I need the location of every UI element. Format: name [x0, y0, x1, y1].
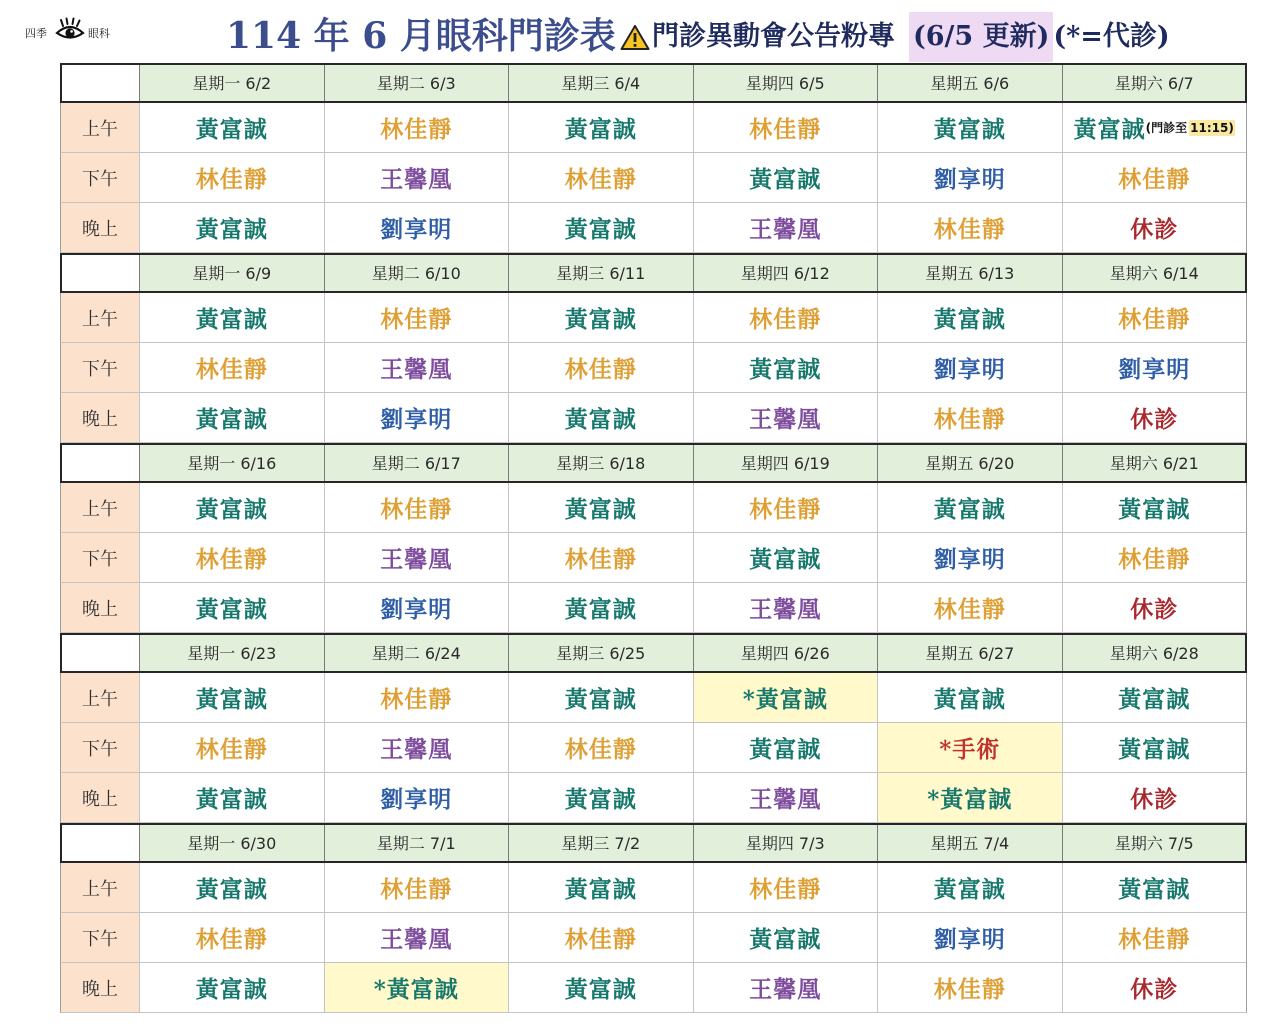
day-header-cell: 星期五 7/4 [878, 823, 1063, 863]
doctor-name: 黃富誠 [195, 216, 268, 243]
slot-row-morning [60, 103, 1247, 153]
week-header-row [60, 823, 1247, 863]
doctor-name: 林佳靜 [380, 876, 453, 903]
schedule-cell [140, 483, 325, 533]
schedule-cell [694, 963, 879, 1013]
closed-label: 休診 [1130, 786, 1179, 813]
slot-row-afternoon [60, 153, 1247, 203]
notice-bar [620, 12, 1170, 62]
legend-text: (*=代診) [1053, 21, 1170, 52]
week-block [60, 823, 1247, 1013]
schedule-cell [694, 773, 879, 823]
day-header-cell: 星期一 6/30 [140, 823, 325, 863]
doctor-name: 林佳靜 [933, 596, 1006, 623]
slot-label: 晚上 [60, 203, 140, 253]
schedule-cell [1063, 483, 1248, 533]
substitute-cell [325, 963, 510, 1013]
schedule-cell [325, 913, 510, 963]
slot-label: 上午 [60, 483, 140, 533]
schedule-cell [325, 203, 510, 253]
day-header-cell: 星期五 6/13 [878, 253, 1063, 293]
slot-label: 晚上 [60, 583, 140, 633]
doctor-name: 王馨凰 [749, 596, 822, 623]
schedule-cell [1063, 393, 1248, 443]
slot-label: 上午 [60, 673, 140, 723]
slot-row-evening [60, 583, 1247, 633]
doctor-name: 黃富誠 [749, 926, 822, 953]
doctor-name: *黃富誠 [927, 786, 1013, 813]
doctor-name: 劉享明 [380, 216, 453, 243]
schedule-cell [1063, 963, 1248, 1013]
schedule-cell [140, 203, 325, 253]
schedule-cell [140, 863, 325, 913]
eye-icon [55, 17, 85, 43]
slot-label: 下午 [60, 533, 140, 583]
schedule-cell [694, 863, 879, 913]
day-header-cell: 星期四 6/12 [694, 253, 879, 293]
schedule-cell [878, 913, 1063, 963]
day-header-cell: 星期一 6/9 [140, 253, 325, 293]
week-header-row [60, 253, 1247, 293]
doctor-name: 林佳靜 [564, 736, 637, 763]
schedule-cell [325, 103, 510, 153]
schedule-cell [509, 583, 694, 633]
doctor-name: 黃富誠 [933, 686, 1006, 713]
slot-row-evening [60, 963, 1247, 1013]
day-header-cell: 星期六 7/5 [1063, 823, 1248, 863]
schedule-cell [694, 723, 879, 773]
doctor-name: 黃富誠 [564, 116, 637, 143]
day-header-cell: 星期四 6/26 [694, 633, 879, 673]
schedule-cell [694, 343, 879, 393]
schedule-cell [694, 103, 879, 153]
week-block [60, 443, 1247, 633]
doctor-name: 王馨凰 [749, 786, 822, 813]
doctor-name: 林佳靜 [933, 406, 1006, 433]
schedule-cell [325, 343, 510, 393]
logo-text-right: 眼科 [88, 27, 110, 40]
schedule-cell [140, 293, 325, 343]
slot-label: 下午 [60, 723, 140, 773]
schedule-cell [878, 533, 1063, 583]
schedule-cell [140, 773, 325, 823]
closed-label: 休診 [1130, 596, 1179, 623]
doctor-name: 黃富誠 [749, 736, 822, 763]
doctor-name: 林佳靜 [564, 166, 637, 193]
doctor-name: 林佳靜 [564, 546, 637, 573]
doctor-name: 黃富誠 [195, 116, 268, 143]
doctor-name: 劉享明 [933, 926, 1006, 953]
slot-row-morning [60, 293, 1247, 343]
slot-row-afternoon [60, 533, 1247, 583]
day-header-cell: 星期一 6/16 [140, 443, 325, 483]
day-header-cell: 星期三 6/4 [509, 63, 694, 103]
schedule-cell [1063, 723, 1248, 773]
doctor-name: 林佳靜 [749, 306, 822, 333]
schedule-cell [694, 583, 879, 633]
hours-note: (門診至 [1145, 121, 1188, 135]
doctor-name: *黃富誠 [742, 686, 828, 713]
doctor-name: 黃富誠 [1118, 736, 1191, 763]
schedule-cell [1063, 343, 1248, 393]
schedule-cell [140, 583, 325, 633]
schedule-cell [1063, 103, 1248, 153]
schedule-cell [509, 483, 694, 533]
week-header-row [60, 63, 1247, 103]
doctor-name: 林佳靜 [933, 976, 1006, 1003]
closed-label: 休診 [1130, 406, 1179, 433]
schedule-cell [509, 723, 694, 773]
schedule-cell [509, 203, 694, 253]
day-header-cell: 星期五 6/6 [878, 63, 1063, 103]
doctor-name: 黃富誠 [195, 876, 268, 903]
doctor-name: 林佳靜 [1118, 926, 1191, 953]
week-header-row [60, 443, 1247, 483]
doctor-name: 林佳靜 [749, 876, 822, 903]
schedule-cell [325, 863, 510, 913]
doctor-name: *黃富誠 [373, 976, 459, 1003]
doctor-name: 黃富誠 [564, 686, 637, 713]
doctor-name: 黃富誠 [1118, 496, 1191, 523]
slot-label: 下午 [60, 343, 140, 393]
doctor-name: 林佳靜 [749, 496, 822, 523]
day-header-cell: 星期六 6/28 [1063, 633, 1248, 673]
week-header-row [60, 633, 1247, 673]
doctor-name: 黃富誠 [564, 976, 637, 1003]
doctor-name: 王馨凰 [380, 166, 453, 193]
hours-note-time: 11:15) [1190, 120, 1234, 135]
doctor-name: 黃富誠 [749, 546, 822, 573]
header-corner-cell [60, 253, 140, 293]
header-corner-cell [60, 63, 140, 103]
closed-label: 休診 [1130, 976, 1179, 1003]
slot-label: 上午 [60, 863, 140, 913]
doctor-name: 黃富誠 [564, 406, 637, 433]
doctor-name: 黃富誠 [195, 686, 268, 713]
day-header-cell: 星期二 7/1 [325, 823, 510, 863]
doctor-name: 林佳靜 [195, 546, 268, 573]
doctor-name: 黃富誠 [195, 786, 268, 813]
doctor-name: 劉享明 [380, 406, 453, 433]
doctor-name: 黃富誠 [564, 876, 637, 903]
doctor-name: 林佳靜 [380, 686, 453, 713]
schedule-cell [509, 863, 694, 913]
logo-text-left: 四季 [25, 27, 47, 40]
doctor-name: 黃富誠 [195, 406, 268, 433]
substitute-cell [878, 773, 1063, 823]
schedule-cell [694, 913, 879, 963]
doctor-name: 劉享明 [933, 356, 1006, 383]
doctor-name: 劉享明 [933, 546, 1006, 573]
doctor-name: 黃富誠 [564, 786, 637, 813]
schedule-cell [509, 963, 694, 1013]
schedule-table [60, 63, 1247, 1013]
slot-row-morning [60, 673, 1247, 723]
schedule-cell [325, 153, 510, 203]
doctor-name: 林佳靜 [195, 736, 268, 763]
schedule-cell [325, 673, 510, 723]
doctor-name: 黃富誠 [933, 876, 1006, 903]
slot-label: 晚上 [60, 773, 140, 823]
schedule-cell [694, 483, 879, 533]
doctor-name: 黃富誠 [564, 596, 637, 623]
schedule-cell [325, 483, 510, 533]
substitute-cell [878, 723, 1063, 773]
week-block [60, 63, 1247, 253]
day-header-cell: 星期五 6/27 [878, 633, 1063, 673]
doctor-name: 黃富誠 [933, 116, 1006, 143]
schedule-cell [1063, 773, 1248, 823]
doctor-name: 劉享明 [380, 596, 453, 623]
slot-row-evening [60, 773, 1247, 823]
slot-row-afternoon [60, 343, 1247, 393]
schedule-cell [140, 533, 325, 583]
schedule-cell [140, 913, 325, 963]
schedule-cell [878, 963, 1063, 1013]
doctor-name: 林佳靜 [749, 116, 822, 143]
schedule-cell [140, 103, 325, 153]
doctor-name: 黃富誠 [1118, 876, 1191, 903]
doctor-name: 王馨凰 [749, 216, 822, 243]
schedule-cell [325, 773, 510, 823]
slot-row-evening [60, 393, 1247, 443]
doctor-name: 黃富誠 [749, 166, 822, 193]
doctor-name: 王馨凰 [380, 546, 453, 573]
schedule-cell [509, 913, 694, 963]
week-block [60, 633, 1247, 823]
schedule-cell [878, 293, 1063, 343]
day-header-cell: 星期三 6/18 [509, 443, 694, 483]
slot-row-afternoon [60, 913, 1247, 963]
schedule-cell [878, 343, 1063, 393]
day-header-cell: 星期三 6/11 [509, 253, 694, 293]
day-header-cell: 星期二 6/17 [325, 443, 510, 483]
header-corner-cell [60, 633, 140, 673]
doctor-name: 黃富誠 [1073, 116, 1146, 143]
day-header-cell: 星期三 6/25 [509, 633, 694, 673]
schedule-cell [878, 583, 1063, 633]
doctor-name: 黃富誠 [933, 496, 1006, 523]
day-header-cell: 星期一 6/23 [140, 633, 325, 673]
schedule-cell [694, 393, 879, 443]
day-header-cell: 星期三 7/2 [509, 823, 694, 863]
doctor-name: 王馨凰 [380, 356, 453, 383]
schedule-cell [1063, 863, 1248, 913]
doctor-name: 王馨凰 [749, 976, 822, 1003]
schedule-cell [878, 483, 1063, 533]
schedule-cell [509, 103, 694, 153]
schedule-cell [140, 723, 325, 773]
doctor-name: 林佳靜 [195, 926, 268, 953]
day-header-cell: 星期四 6/19 [694, 443, 879, 483]
doctor-name: 黃富誠 [564, 496, 637, 523]
schedule-cell [509, 673, 694, 723]
schedule-cell [694, 533, 879, 583]
doctor-name: 林佳靜 [564, 356, 637, 383]
slot-row-morning [60, 483, 1247, 533]
doctor-name: 黃富誠 [195, 976, 268, 1003]
slot-row-evening [60, 203, 1247, 253]
schedule-cell [509, 343, 694, 393]
header-corner-cell [60, 443, 140, 483]
day-header-cell: 星期六 6/7 [1063, 63, 1248, 103]
day-header-cell: 星期二 6/10 [325, 253, 510, 293]
schedule-cell [140, 673, 325, 723]
update-badge: (6/5 更新) [909, 12, 1053, 62]
doctor-name: 劉享明 [933, 166, 1006, 193]
schedule-cell [140, 393, 325, 443]
schedule-cell [1063, 153, 1248, 203]
schedule-cell [325, 393, 510, 443]
doctor-name: 黃富誠 [1118, 686, 1191, 713]
doctor-name: 林佳靜 [1118, 306, 1191, 333]
week-block [60, 253, 1247, 443]
doctor-name: 林佳靜 [380, 496, 453, 523]
doctor-name: 林佳靜 [195, 166, 268, 193]
schedule-cell [878, 153, 1063, 203]
substitute-cell [694, 673, 879, 723]
doctor-name: 黃富誠 [195, 306, 268, 333]
closed-label: 休診 [1130, 216, 1179, 243]
slot-row-morning [60, 863, 1247, 913]
doctor-name: *手術 [939, 736, 1001, 763]
slot-row-afternoon [60, 723, 1247, 773]
notice-text: 門診異動會公告粉專 [652, 21, 895, 52]
schedule-cell [878, 203, 1063, 253]
schedule-cell [325, 583, 510, 633]
doctor-name: 王馨凰 [380, 736, 453, 763]
schedule-cell [509, 393, 694, 443]
day-header-cell: 星期四 6/5 [694, 63, 879, 103]
header-corner-cell [60, 823, 140, 863]
doctor-name: 黃富誠 [564, 216, 637, 243]
doctor-name: 黃富誠 [564, 306, 637, 333]
warning-icon [620, 24, 650, 51]
schedule-cell [509, 153, 694, 203]
day-header-cell: 星期四 7/3 [694, 823, 879, 863]
doctor-name: 林佳靜 [380, 306, 453, 333]
schedule-cell [325, 533, 510, 583]
schedule-cell [1063, 203, 1248, 253]
schedule-cell [509, 773, 694, 823]
doctor-name: 劉享明 [1118, 356, 1191, 383]
slot-label: 上午 [60, 103, 140, 153]
slot-label: 晚上 [60, 963, 140, 1013]
schedule-cell [694, 153, 879, 203]
schedule-cell [1063, 293, 1248, 343]
schedule-cell [694, 293, 879, 343]
doctor-name: 王馨凰 [380, 926, 453, 953]
schedule-cell [694, 203, 879, 253]
schedule-cell [140, 963, 325, 1013]
schedule-cell [140, 153, 325, 203]
schedule-cell [509, 533, 694, 583]
day-header-cell: 星期一 6/2 [140, 63, 325, 103]
slot-label: 上午 [60, 293, 140, 343]
doctor-name: 黃富誠 [933, 306, 1006, 333]
schedule-cell [509, 293, 694, 343]
slot-label: 下午 [60, 913, 140, 963]
schedule-cell [878, 393, 1063, 443]
schedule-cell [325, 293, 510, 343]
slot-label: 晚上 [60, 393, 140, 443]
doctor-name: 劉享明 [380, 786, 453, 813]
schedule-cell [1063, 673, 1248, 723]
doctor-name: 黃富誠 [195, 596, 268, 623]
day-header-cell: 星期六 6/14 [1063, 253, 1248, 293]
doctor-name: 黃富誠 [749, 356, 822, 383]
doctor-name: 林佳靜 [1118, 546, 1191, 573]
doctor-name: 林佳靜 [933, 216, 1006, 243]
doctor-name: 黃富誠 [195, 496, 268, 523]
schedule-cell [140, 343, 325, 393]
schedule-cell [878, 103, 1063, 153]
schedule-cell [325, 723, 510, 773]
doctor-name: 王馨凰 [749, 406, 822, 433]
schedule-cell [878, 673, 1063, 723]
doctor-name: 林佳靜 [1118, 166, 1191, 193]
doctor-name: 林佳靜 [195, 356, 268, 383]
day-header-cell: 星期二 6/24 [325, 633, 510, 673]
schedule-cell [878, 863, 1063, 913]
slot-label: 下午 [60, 153, 140, 203]
doctor-name: 林佳靜 [380, 116, 453, 143]
day-header-cell: 星期五 6/20 [878, 443, 1063, 483]
day-header-cell: 星期六 6/21 [1063, 443, 1248, 483]
page-title: 114 年 6 月眼科門診表 [226, 15, 616, 57]
schedule-cell [1063, 583, 1248, 633]
schedule-cell [1063, 913, 1248, 963]
clinic-logo [25, 17, 117, 47]
day-header-cell: 星期二 6/3 [325, 63, 510, 103]
doctor-name: 林佳靜 [564, 926, 637, 953]
schedule-cell [1063, 533, 1248, 583]
